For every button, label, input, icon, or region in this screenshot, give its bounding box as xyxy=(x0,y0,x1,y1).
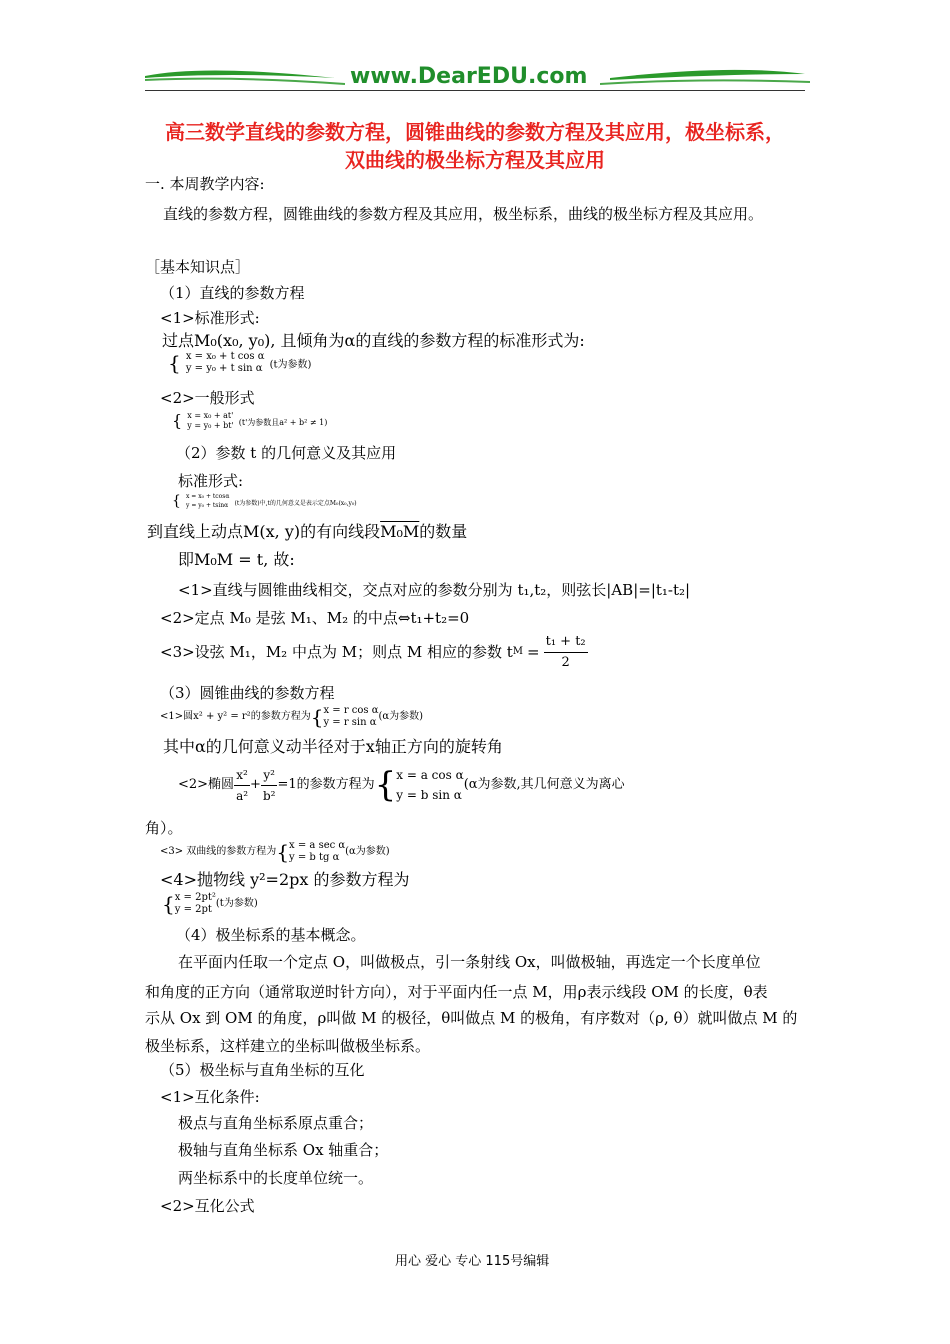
item-5-1-label: <1>互化条件: xyxy=(160,1088,260,1106)
item-2-point-1: <1>直线与圆锥曲线相交，交点对应的参数分别为 t₁,t₂，则弦长|AB|=|t₁-t₂| xyxy=(178,581,691,599)
leaf-swoosh-left-icon xyxy=(145,62,345,92)
equation-row: y = r sin α xyxy=(323,717,377,728)
item-5-1-c: 两坐标系中的长度单位统一。 xyxy=(178,1169,374,1187)
fraction-numerator: y² xyxy=(261,765,277,786)
equation-row: x = a cos α xyxy=(396,768,464,782)
brace-icon: { xyxy=(172,492,181,509)
equation-line-meaning xyxy=(172,490,357,511)
item-2-heading: （2）参数 t 的几何意义及其应用 xyxy=(176,444,397,462)
ellipse-tail: 角）。 xyxy=(145,819,183,837)
ellipse-equation-line: <2>椭圆 $\frac{\text{x²}}{\text{a²}}$ + $\frac{\text{y²}}{\text{b²}}$ =1的参数方程为 { x = a cos α y = b sin α (α为参数,其几何意义为离心 xyxy=(178,765,625,805)
segment-text-a: 到直线上动点M(x, y)的有向线段 xyxy=(147,522,381,541)
item-1-2-label: <2>一般形式 xyxy=(160,389,255,407)
page-footer: 用心 爱心 专心 115号编辑 xyxy=(395,1254,550,1269)
section-content: 直线的参数方程，圆锥曲线的参数方程及其应用，极坐标系，曲线的极坐标方程及其应用。 xyxy=(163,205,764,223)
header-rule xyxy=(145,90,805,91)
brand-logo: www.DearEDU.com xyxy=(350,64,588,89)
title-line-1: 高三数学直线的参数方程，圆锥曲线的参数方程及其应用，极坐标系， xyxy=(165,120,785,144)
equation-note: (t为参数) xyxy=(215,898,258,909)
equation-note: (t'为参数且a² + b² ≠ 1) xyxy=(238,418,328,427)
equation-row: y = 2pt xyxy=(174,904,212,915)
equation-row: x = 2pt² xyxy=(174,892,216,903)
item-1-1-label: <1>标准形式: xyxy=(160,309,260,327)
fraction xyxy=(261,765,278,806)
hyperbola-label: <3> 双曲线的参数方程为 xyxy=(160,846,277,857)
equation-row: x = a sec α xyxy=(289,840,346,851)
item-4-heading: （4）极坐标系的基本概念。 xyxy=(176,926,366,944)
equation-line-standard xyxy=(168,351,311,375)
fraction xyxy=(544,632,588,673)
equation-row: x = r cos α xyxy=(323,705,379,716)
knowledge-heading: ［基本知识点］ xyxy=(145,258,251,276)
equation-row: x = x₀ + at' xyxy=(187,410,234,420)
equation-note: (α为参数,其几何意义为离心 xyxy=(463,777,625,792)
segment-symbol: M₀M xyxy=(380,522,420,541)
leaf-swoosh-right-icon xyxy=(600,62,810,92)
brace-icon: { xyxy=(162,892,175,916)
fraction-denominator: b² xyxy=(262,788,276,803)
item-1-heading: （1）直线的参数方程 xyxy=(160,284,305,302)
brace-icon: { xyxy=(310,705,324,729)
equation-note: (α为参数) xyxy=(378,711,424,722)
item-5-1-a: 极点与直角坐标系原点重合； xyxy=(178,1114,374,1132)
section-heading: 一. 本周教学内容: xyxy=(145,175,265,193)
item-5-2-label: <2>互化公式 xyxy=(160,1197,255,1215)
equation-row: y = b tg α xyxy=(289,852,340,863)
parabola-equation-line xyxy=(162,892,258,916)
item-2-ji: 即M₀M = t, 故: xyxy=(178,550,295,569)
item-4-body-2: 和角度的正方向（通常取逆时针方向），对于平面内任一点 M，用ρ表示线段 OM 的长度，θ表 xyxy=(145,983,768,1001)
header-banner xyxy=(145,62,805,92)
point-3-text: <3>设弦 M₁，M₂ 中点为 M；则点 M 相应的参数 t xyxy=(160,643,513,661)
equation-note: (α为参数) xyxy=(345,846,390,857)
fraction-denominator: 2 xyxy=(561,654,570,670)
brace-icon: { xyxy=(172,410,183,430)
equation-row: y = y₀ + bt' xyxy=(187,420,234,430)
item-2-segment-line xyxy=(147,522,467,542)
parabola-label: <4>抛物线 y²=2px 的参数方程为 xyxy=(160,870,410,889)
equation-note: (t为参数) xyxy=(269,359,312,371)
fraction-numerator: t₁ + t₂ xyxy=(544,632,588,653)
brace-icon: { xyxy=(374,765,397,805)
item-5-1-b: 极轴与直角坐标系 Ox 轴重合； xyxy=(178,1141,389,1159)
fraction-numerator: x² xyxy=(234,765,250,786)
item-4-body-3: 示从 Ox 到 OM 的角度，ρ叫做 M 的极径，θ叫做点 M 的极角，有序数对（ρ, θ）就叫做点 M 的 xyxy=(145,1009,798,1027)
hyperbola-equation-line xyxy=(160,840,390,864)
equation-row: y = y₀ + t sin α xyxy=(185,363,263,374)
ellipse-label: <2>椭圆 xyxy=(178,777,235,792)
item-5-heading: （5）极坐标与直角坐标的互化 xyxy=(160,1061,365,1079)
segment-text-b: 的数量 xyxy=(419,522,468,541)
item-4-body-4: 极坐标系，这样建立的坐标叫做极坐标系。 xyxy=(145,1037,431,1055)
fraction xyxy=(234,765,250,806)
brace-icon: { xyxy=(168,351,181,375)
item-2-point-3: <3>设弦 M₁，M₂ 中点为 M；则点 M 相应的参数 t M = $\frac{\text{t₁ + t₂}}{2}$ xyxy=(160,632,588,672)
fraction-denominator: a² xyxy=(236,788,249,803)
item-1-1-text: 过点M₀(x₀, y₀), 且倾角为α的直线的参数方程的标准形式为: xyxy=(162,331,585,350)
equation-row: y = y₀ + tsinα xyxy=(186,501,229,509)
page-title xyxy=(125,118,825,174)
item-4-body-1: 在平面内任取一个定点 O，叫做极点，引一条射线 Ox，叫做极轴，再选定一个长度单位 xyxy=(178,953,761,971)
item-3-heading: （3）圆锥曲线的参数方程 xyxy=(160,684,335,702)
brace-icon: { xyxy=(276,840,290,864)
equation-row: x = x₀ + t cos α xyxy=(185,351,265,362)
equation-row: x = x₀ + tcosα xyxy=(186,492,230,500)
ellipse-mid: =1的参数方程为 xyxy=(277,777,375,792)
circle-equation-line xyxy=(160,705,423,729)
circle-label: <1>圆x² + y² = r²的参数方程为 xyxy=(160,711,311,722)
circle-meaning: 其中α的几何意义动半径对于x轴正方向的旋转角 xyxy=(163,737,503,756)
point-3-sub: M xyxy=(512,646,524,657)
title-line-2: 双曲线的极坐标方程及其应用 xyxy=(345,148,605,172)
item-2-std-label: 标准形式: xyxy=(178,472,244,490)
equation-line-general xyxy=(172,410,327,431)
equation-row: y = b sin α xyxy=(396,788,462,802)
equation-note: (t为参数)中,t的几何意义是表示定点M₀(x₀,y₀) xyxy=(234,500,357,507)
item-2-point-2: <2>定点 M₀ 是弦 M₁、M₂ 的中点⇔t₁+t₂=0 xyxy=(160,609,470,627)
